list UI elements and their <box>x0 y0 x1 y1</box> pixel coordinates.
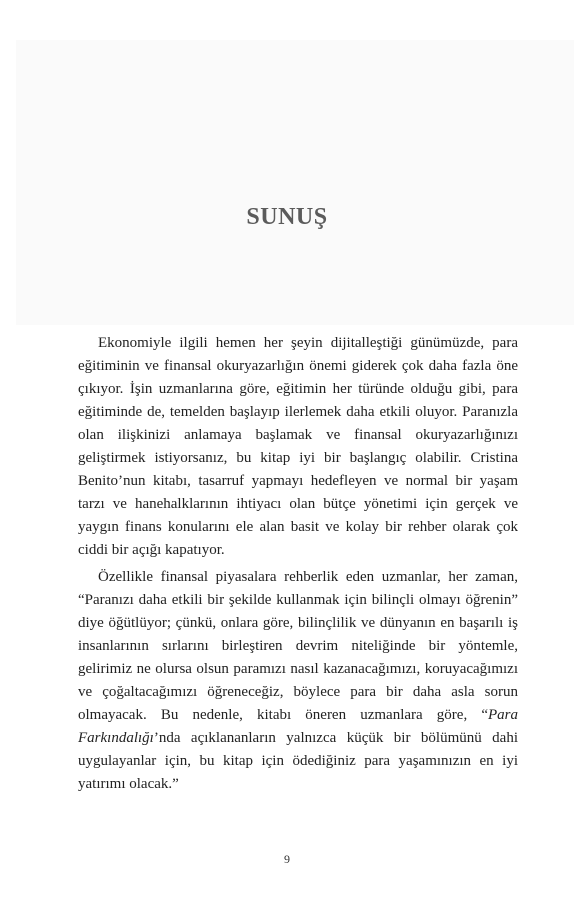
paragraph-2-text-before: Özellikle finansal piyasalara rehberlik eden uzmanlar, her zaman, “Paranızı daha etkili bir şekilde kullanmak için bilinçli olmayı öğrenin” diye öğütlüyor; çünkü, onlara göre, bilinçlilik ve dünyanın en başarılı iş insanlarının sırlarını birleştiren devrim niteliğinde bir yöntemle, gelirimiz ne olursa olsun paramızı nasıl kazanacağımızı, koruyacağımızı ve çoğaltacağımızı öğreneceğiz, böylece para bir daha asla sorun olmayacak. Bu nedenle, kitabı öneren uzmanlara göre, “ <box>78 569 518 723</box>
page-number: 9 <box>284 852 290 866</box>
body-text <box>78 332 518 796</box>
paragraph-2 <box>78 566 518 796</box>
paragraph-2-text-after: ’nda açıklananların yalnızca küçük bir bölümünü dahi uygulayanlar için, bu kitap için ödediğiniz para yaşamınızın en iyi yatırımı olacak.” <box>78 730 518 792</box>
book-title-italic: Para Farkındalığı <box>78 707 518 746</box>
page-title: SUNUŞ <box>246 204 328 230</box>
header-band <box>16 40 574 325</box>
paragraph-1: Ekonomiyle ilgili hemen her şeyin dijitalleştiği günümüzde, para eğitiminin ve finansal okuryazarlığın önemi giderek çok daha fazla öne çıkıyor. İşin uzmanlarına göre, eğitimin her türünde olduğu gibi, para eğitiminde de, temelden başlayıp ilerlemek daha etkili oluyor. Paranızla olan ilişkinizi anlamaya başlamak ve finansal okuryazarlığınızı geliştirmek istiyorsanız, bu kitap iyi bir başlangıç olabilir. Cristina Benito’nun kitabı, tasarruf yapmayı hedefleyen ve normal bir yaşam tarzı ve hanehalklarının ihtiyacı olan bütçe yönetimi için gerçek ve yaygın finans konularını ele alan basit ve kolay bir rehber olarak çok ciddi bir açığı kapatıyor. <box>78 335 518 558</box>
